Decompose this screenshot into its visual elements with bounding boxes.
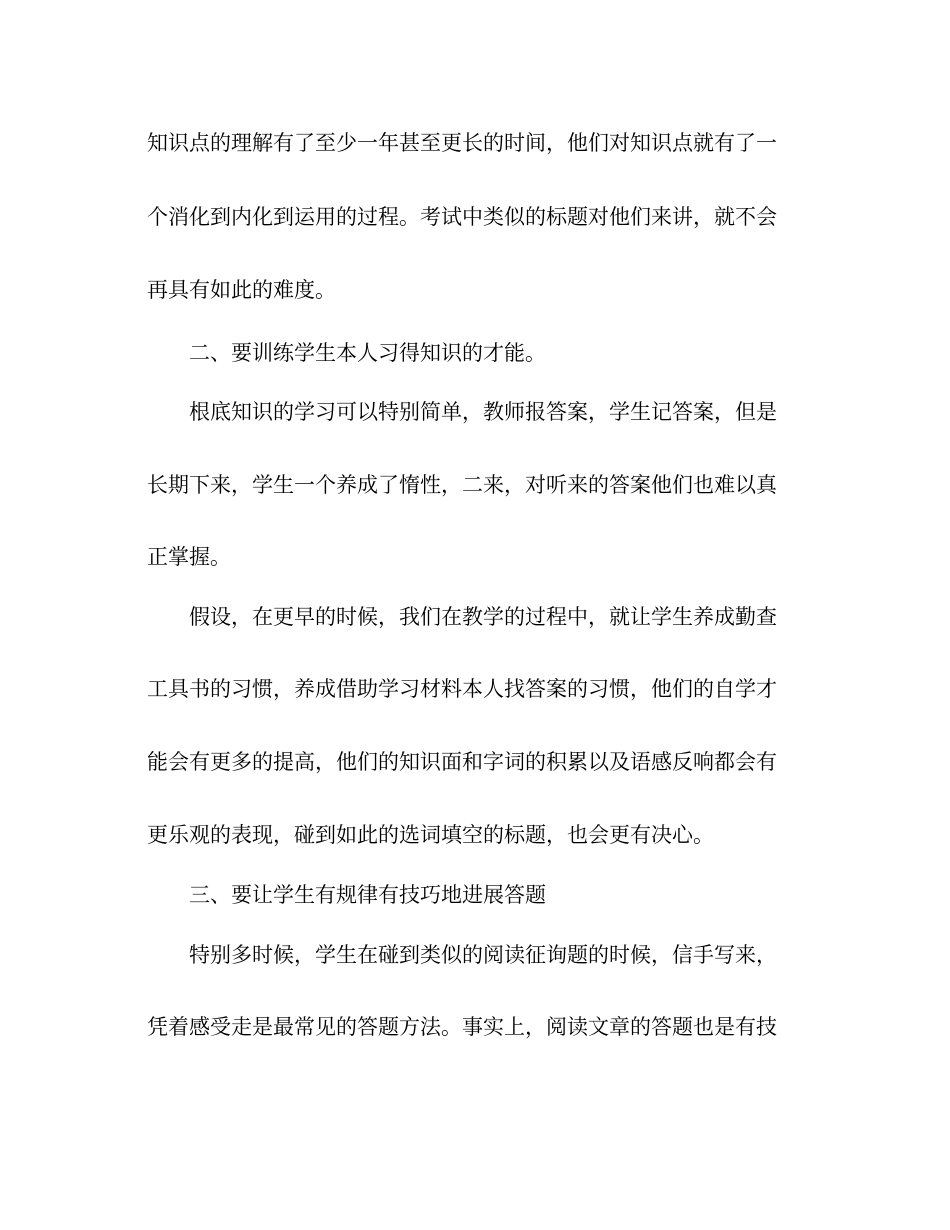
paragraph-line: 再具有如此的难度。 xyxy=(147,278,336,302)
paragraph-line: 个消化到内化到运用的过程。考试中类似的标题对他们来讲，就不会 xyxy=(147,205,777,229)
section-heading: 三、要让学生有规律有技巧地进展答题 xyxy=(189,883,546,907)
paragraph-line: 根底知识的学习可以特别简单，教师报答案，学生记答案，但是 xyxy=(189,400,777,424)
paragraph-line: 工具书的习惯，养成借助学习材料本人找答案的习惯，他们的自学才 xyxy=(147,677,777,701)
paragraph-line: 长期下来，学生一个养成了惰性，二来，对听来的答案他们也难以真 xyxy=(147,473,777,497)
paragraph-line: 能会有更多的提高，他们的知识面和字词的积累以及语感反响都会有 xyxy=(147,750,777,774)
section-heading: 二、要训练学生本人习得知识的才能。 xyxy=(189,341,546,365)
paragraph-line: 知识点的理解有了至少一年甚至更长的时间，他们对知识点就有了一 xyxy=(147,131,777,155)
paragraph-line: 正掌握。 xyxy=(147,545,231,569)
paragraph-line: 假设，在更早的时候，我们在教学的过程中，就让学生养成勤查 xyxy=(189,605,777,629)
paragraph-line: 更乐观的表现，碰到如此的选词填空的标题，也会更有决心。 xyxy=(147,823,714,847)
paragraph-line: 凭着感受走是最常见的答题方法。事实上，阅读文章的答题也是有技 xyxy=(147,1015,777,1039)
paragraph-line: 特别多时候，学生在碰到类似的阅读征询题的时候，信手写来， xyxy=(189,943,777,967)
